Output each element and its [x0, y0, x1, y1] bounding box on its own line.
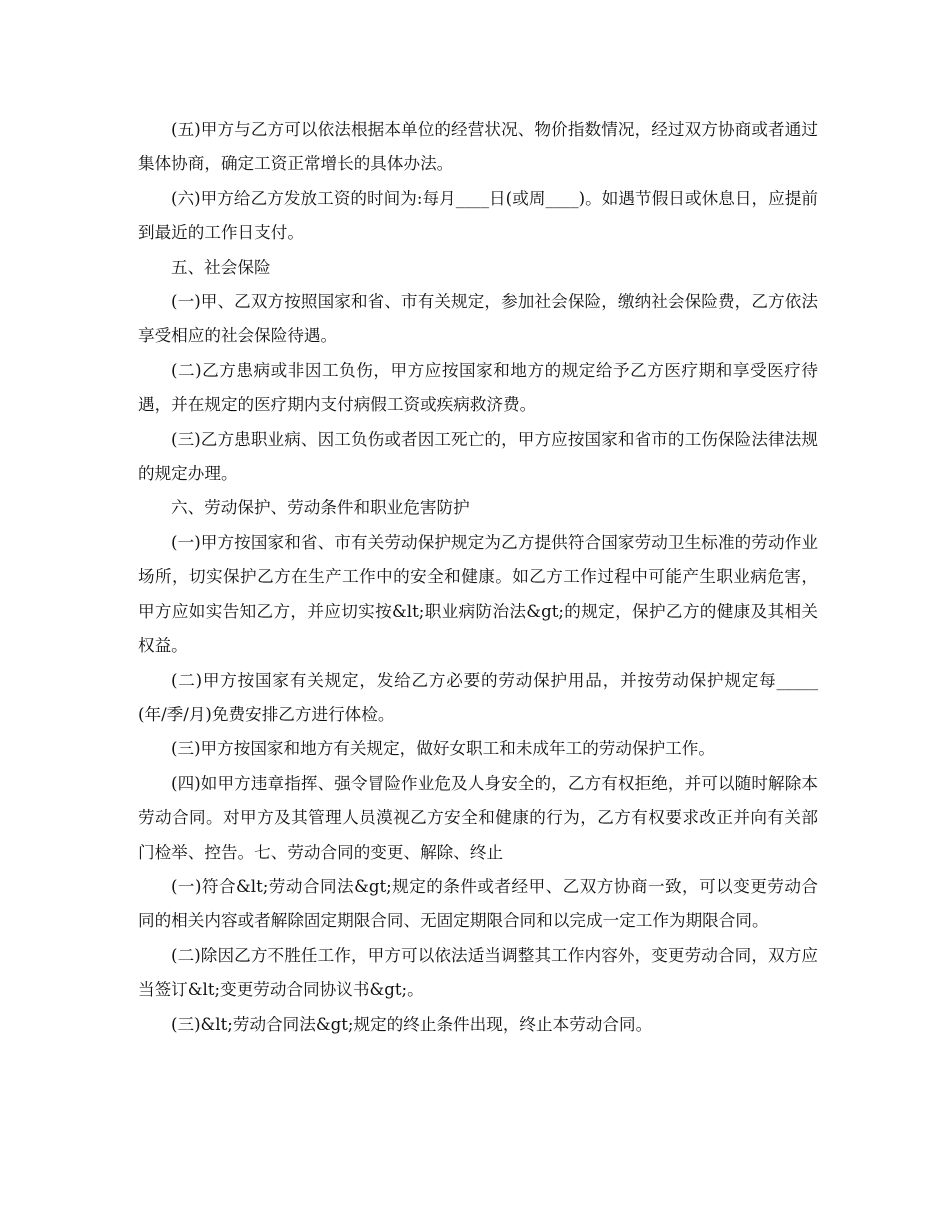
- paragraph: (一)甲方按国家和省、市有关劳动保护规定为乙方提供符合国家劳动卫生标准的劳动作业场所，切实保护乙方在生产工作中的安全和健康。如乙方工作过程中可能产生职业病危害，甲方应如实告知乙方，并应切实按&lt;职业病防治法&gt;的规定，保护乙方的健康及其相关权益。: [138, 532, 818, 656]
- section-heading: 六、劳动保护、劳动条件和职业危害防护: [171, 498, 470, 518]
- section-heading: 五、社会保险: [171, 257, 271, 277]
- paragraph: (二)甲方按国家有关规定，发给乙方必要的劳动保护用品，并按劳动保护规定每_____(年/季/月)免费安排乙方进行体检。: [138, 670, 818, 724]
- paragraph: (四)如甲方违章指挥、强令冒险作业危及人身安全的，乙方有权拒绝，并可以随时解除本劳动合同。对甲方及其管理人员漠视乙方安全和健康的行为，乙方有权要求改正并向有关部门检举、控告。七、劳动合同的变更、解除、终止: [138, 773, 818, 862]
- paragraph: (三)乙方患职业病、因工负伤或者因工死亡的，甲方应按国家和省市的工伤保险法律法规的规定办理。: [138, 429, 818, 484]
- document-body: [138, 113, 818, 1042]
- paragraph: (一)符合&lt;劳动合同法&gt;规定的条件或者经甲、乙双方协商一致，可以变更劳动合同的相关内容或者解除固定期限合同、无固定期限合同和以完成一定工作为期限合同。: [138, 876, 818, 931]
- paragraph: (二)除因乙方不胜任工作，甲方可以依法适当调整其工作内容外，变更劳动合同，双方应当签订&lt;变更劳动合同协议书&gt;。: [138, 945, 818, 1000]
- paragraph: (三)&lt;劳动合同法&gt;规定的终止条件出现，终止本劳动合同。: [171, 1014, 653, 1034]
- paragraph: (三)甲方按国家和地方有关规定，做好女职工和未成年工的劳动保护工作。: [171, 739, 715, 759]
- paragraph: (六)甲方给乙方发放工资的时间为:每月____日(或周____)。如遇节假日或休息日，应提前到最近的工作日支付。: [138, 188, 818, 243]
- paragraph: (二)乙方患病或非因工负伤，甲方应按国家和地方的规定给予乙方医疗期和享受医疗待遇，并在规定的医疗期内支付病假工资或疾病救济费。: [138, 360, 818, 415]
- paragraph: (一)甲、乙双方按照国家和省、市有关规定，参加社会保险，缴纳社会保险费，乙方依法享受相应的社会保险待遇。: [138, 292, 818, 346]
- paragraph: (五)甲方与乙方可以依法根据本单位的经营状况、物价指数情况，经过双方协商或者通过集体协商，确定工资正常增长的具体办法。: [138, 120, 818, 174]
